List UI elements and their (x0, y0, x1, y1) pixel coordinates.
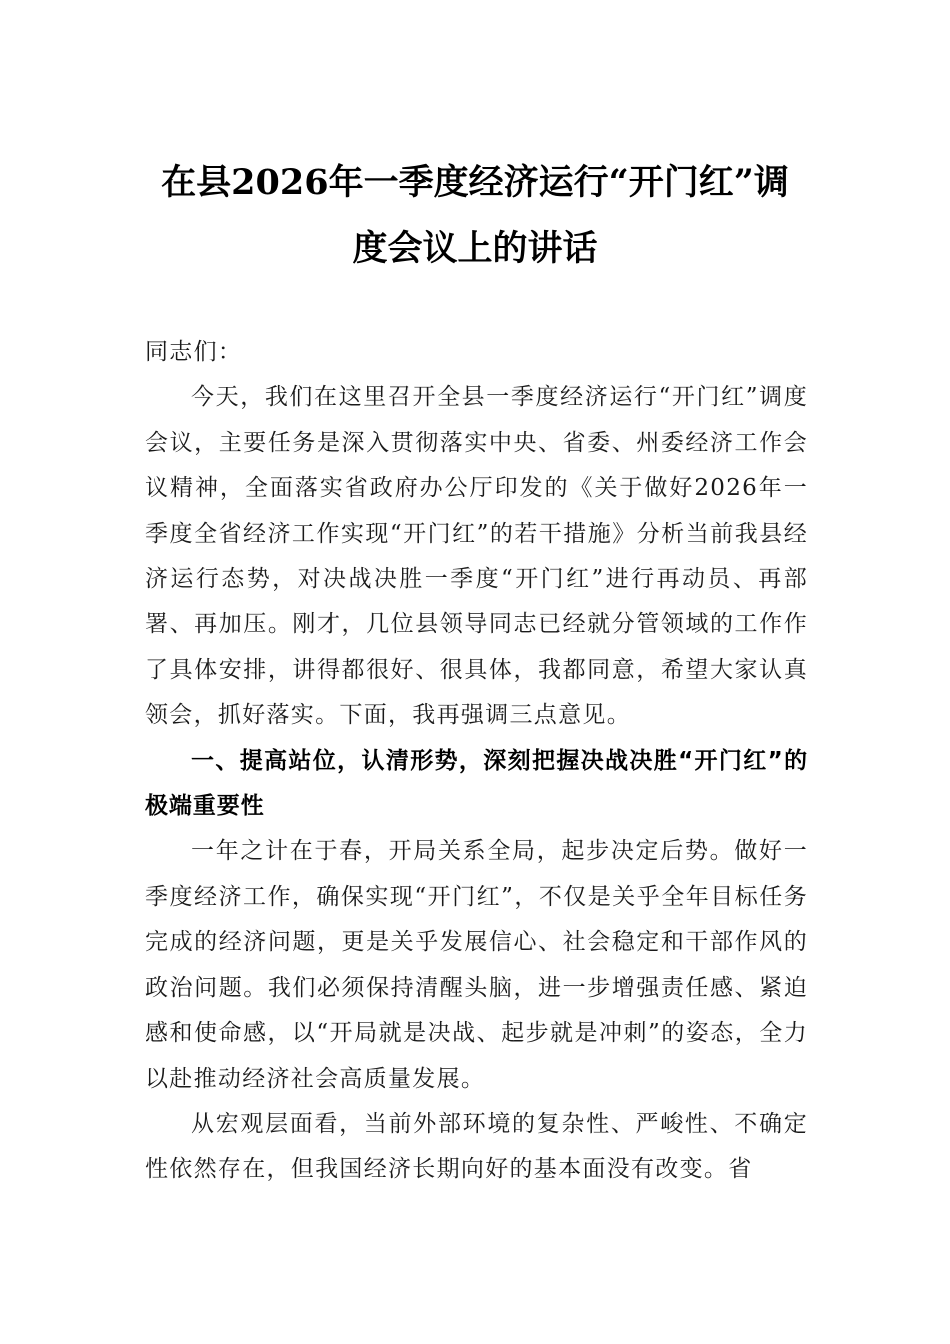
section-heading-1: 一、提高站位，认清形势，深刻把握决战决胜“开门红”的极端重要性 (145, 747, 808, 820)
title-line-1: 在县2026年一季度经济运行“开门红”调 (161, 162, 789, 203)
opening-paragraph: 今天，我们在这里召开全县一季度经济运行“开门红”调度会议，主要任务是深入贯彻落实中央、省委、州委经济工作会议精神，全面落实省政府办公厅印发的《关于做好2026年一季度全省经济工作实现“开门红”的若干措施》分析当前我县经济运行态势，对决战决胜一季度“开门红”进行再动员、再部署、再加压。刚才，几位县领导同志已经就分管领域的工作作了具体安排，讲得都很好、很具体，我都同意，希望大家认真领会，抓好落实。下面，我再强调三点意见。 (145, 384, 808, 729)
salutation: 同志们： (145, 339, 243, 365)
document-title (140, 150, 810, 282)
title-line-2: 度会议上的讲话 (352, 228, 598, 269)
section1-paragraph-2: 从宏观层面看，当前外部环境的复杂性、严峻性、不确定性依然存在，但我国经济长期向好的基本面没有改变。省 (145, 1110, 808, 1183)
document-body (145, 330, 808, 1193)
section1-paragraph-1: 一年之计在于春，开局关系全局，起步决定后势。做好一季度经济工作，确保实现“开门红”，不仅是关乎全年目标任务完成的经济问题，更是关乎发展信心、社会稳定和干部作风的政治问题。我们必须保持清醒头脑，进一步增强责任感、紧迫感和使命感，以“开局就是决战、起步就是冲刺”的姿态，全力以赴推动经济社会高质量发展。 (145, 838, 808, 1092)
